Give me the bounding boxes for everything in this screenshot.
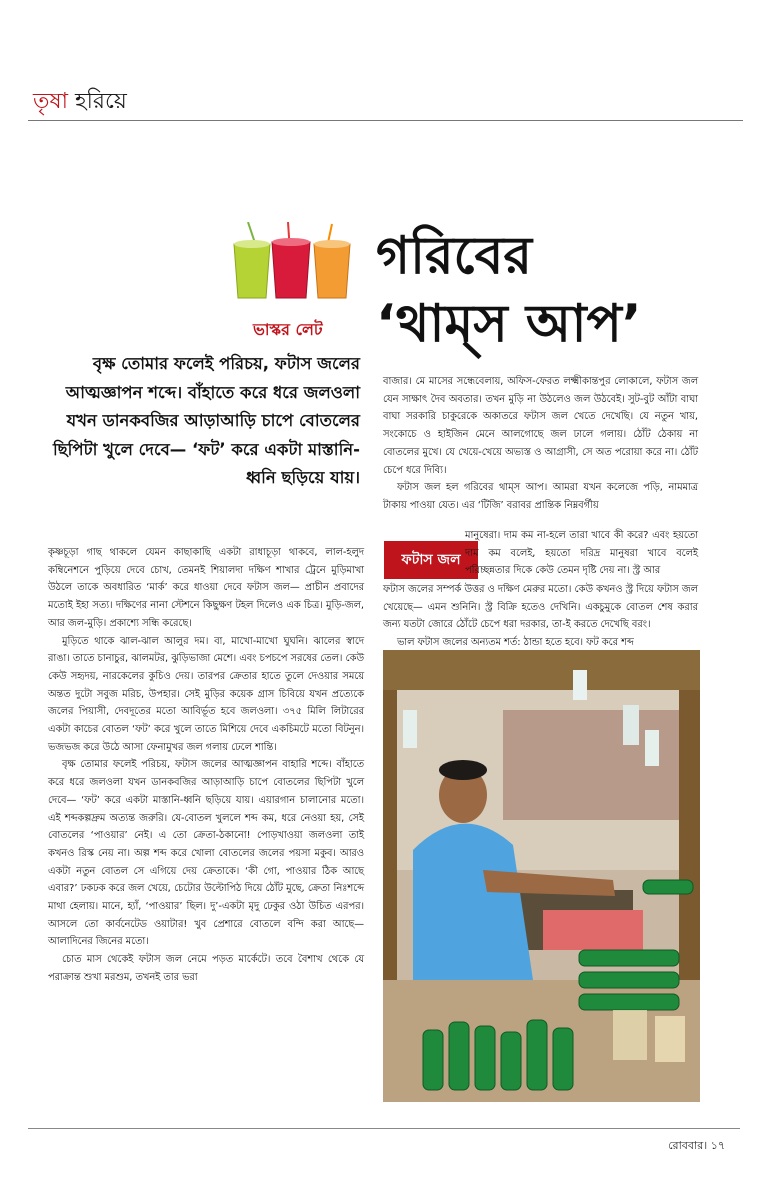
footer-divider (28, 1128, 740, 1129)
vendor-photo (383, 650, 700, 1102)
paragraph: ভাল ফটাস জলের অন্যতম শর্ত: ঠান্ডা হতে হবে। ফট করে শব্দ (397, 637, 634, 649)
headline-line2: ‘থাম্‌স আপ’ (376, 294, 642, 354)
right-column-top (383, 373, 698, 515)
section-title-part2: হরিয়ে (68, 89, 127, 114)
headline-line1: গরিবের (376, 226, 532, 286)
section-title-part1: তৃষা (33, 89, 69, 114)
section-title (33, 84, 127, 121)
paragraph: চোত মাস থেকেই ফটাস জল নেমে পড়ত মার্কেটে। তবে বৈশাখ থেকে যে পরাক্রান্ত শুখা মরশুম, তখনই তার ভরা (48, 954, 364, 983)
tag-label: ফটাস জল (384, 541, 478, 579)
right-column-wrap (465, 527, 698, 580)
paragraph: বাজার। মে মাসের সন্ধেবেলায়, অফিস-ফেরত লক্ষ্মীকান্তপুর লোকালে, ফটাস জল যেন সাক্ষাৎ দৈব অবতার। তখন মুড়ি না উঠলেও জল উঠবেই। সুট-বুট আঁটা বাঘা বাঘা সরকারি চাকুরেকে অকাতরে ফটাস জল খেতে দেখেছি। যে নতুন খায়, সংকোচে ও হাইজিন মেনে আলগোছে জল ঢালে গলায়। ঠোঁট ঠেকায় না বোতলের মুখে। যে খেয়ে-খেয়ে অভ্যস্ত ও আগ্রাসী, সে অত পরোয়া করে না। ঠোঁট চেপে ধরে দিব্যি। (383, 376, 698, 476)
left-column (48, 544, 364, 987)
paragraph: বৃক্ষ তোমার ফলেই পরিচয়, ফটাস জলের আত্মজ্ঞাপন বাহারি শব্দে। বাঁহাতে করে ধরে জলওলা যখন ডানকবজির আড়াআড়ি চাপে বোতলের ছিপিটা খুলে দেবে— ‘ফট’ করে একটা মাস্তানি-ধ্বনি ছড়িয়ে যায়। এয়ারগান চালানোর মতো। এই শব্দকল্পদ্রুম অত্যন্ত জরুরি। যে-বোতল খুললে শব্দ কম, ধরে নেওয়া হয়, সেই বোতলের ‘পাওয়ার’ নেই। এ তো ক্রেতা-ঠকানো! পোড়খাওয়া জলওলা তাই কখনও রিস্ক নেয় না। অল্প শব্দ করে খোলা বোতলের জলের পয়সা মকুব। আরও একটা নতুন বোতল সে এগিয়ে দেয় ক্রেতাকে। ‘কী গো, পাওয়ার ঠিক আছে এবার?’ ঢকঢক করে জল খেয়ে, চেটোর উল্টোপিঠ দিয়ে ঠোঁট মুছে, ক্রেতা নিঃশব্দে মাথা হেলায়। মানে, হ্যাঁ, ‘পাওয়ার’ ছিল। দু’-একটা মৃদু ঢেকুর ওঠা উচিত এরপর। আসলে তো কার্বনেটেড ওয়াটার! খুব প্রেশারে বোতলে বন্দি করা আছে— আলাদিনের জিনের মতো। (48, 759, 364, 948)
paragraph: ফটাস জল হল গরিবের থাম্‌স আপ। আমরা যখন কলেজে পড়ি, নামমাত্র টাকায় পাওয়া যেত। এর ‘টিজি’ বরাবর প্রান্তিক নিম্নবর্গীয় (383, 482, 698, 511)
paragraph: মুড়িতে থাকে ঝাল-ঝাল আলুর দম। বা, মাখো-মাখো ঘুঘনি। ঝালের স্বাদে রাঙা। তাতে চানাচুর, ঝালমটর, ঝুড়িভাজা মেশে। এবং চপচপে সরষের তেল। কেউ কেউ সহৃদয়, নারকেলের কুচিও দেয়। তারপর ক্রেতার হাতে তুলে দেওয়ার সময়ে অন্তত দুটো সবুজ মরিচ, উপহার। সেই মুড়ির কয়েক গ্রাস চিবিয়ে যখন প্রত্যেকে জলের পিয়াসী, দেবদূতের মতো আবির্ভূত হবে জলওলা। ৩৭৫ মিলি লিটারের একটা কাচের বোতল ‘ফট’ করে খুলে তাতে মিশিয়ে দেবে একচিমটে মতো বিটনুন। ভজভজ করে উঠে আসা ফেনামুখর জল গলায় ঢেলে শান্তি। (48, 635, 364, 753)
page-footer: রোববার। ১৭ (668, 1139, 725, 1152)
author-byline: ভাস্কর লেট (253, 320, 323, 339)
headline (376, 222, 736, 358)
pull-quote: বৃক্ষ তোমার ফলেই পরিচয়, ফটাস জলের আত্মজ্ঞাপন শব্দে। বাঁহাতে করে ধরে জলওলা যখন ডানকবজির আড়াআড়ি চাপে বোতলের ছিপিটা খুলে দেবে— ‘ফট’ করে একটা মাস্তানি-ধ্বনি ছড়িয়ে যায়। (52, 354, 360, 487)
right-column-mid (383, 581, 698, 652)
drinks-illustration (228, 222, 356, 300)
paragraph: কৃষ্ণচূড়া গাছ থাকলে যেমন কাছাকাছি একটা রাধাচূড়া থাকবে, লাল-হলুদ কম্বিনেশনে পুড়িয়ে দেবে চোখ, তেমনই শিয়ালদা দক্ষিণ শাখার ট্রেনে মুড়িমাখা উঠলে তাকে অবধারিত ‘মার্ক’ করে ধাওয়া দেবে ফটাস জল— প্রাচীন প্রবাদের মতোই ইহা সত্য। দক্ষিণের নানা স্টেশনে কিছুক্ষণ টহল দিলেও এক চিত্র। মুড়ি-জল, আর জল-মুড়ি। প্রকাশ্যে সন্ধি করেছে। (48, 547, 364, 629)
paragraph: ফটাস জলের সম্পর্ক উত্তর ও দক্ষিণ মেরুর মতো। কেউ কখনও স্ট্র দিয়ে ফটাস জল খেয়েছে— এমন শুনিনি। স্ট্র বিক্রি হতেও দেখিনি। একচুমুকে বোতল শেষ করার জন্য যতটা জোরে ঠোঁটে চেপে ধরা দরকার, তা-ই করতে দেখেছি বরং। (383, 584, 698, 631)
paragraph: মানুষেরা। দাম কম না-হলে তারা খাবে কী করে? এবং হয়তো দাম কম বলেই, হয়তো দরিদ্র মানুষরা খাবে বলেই পরিচ্ছন্নতার দিকে কেউ তেমন দৃষ্টি দেয় না। স্ট্র আর (465, 530, 698, 577)
header-divider (28, 120, 743, 121)
